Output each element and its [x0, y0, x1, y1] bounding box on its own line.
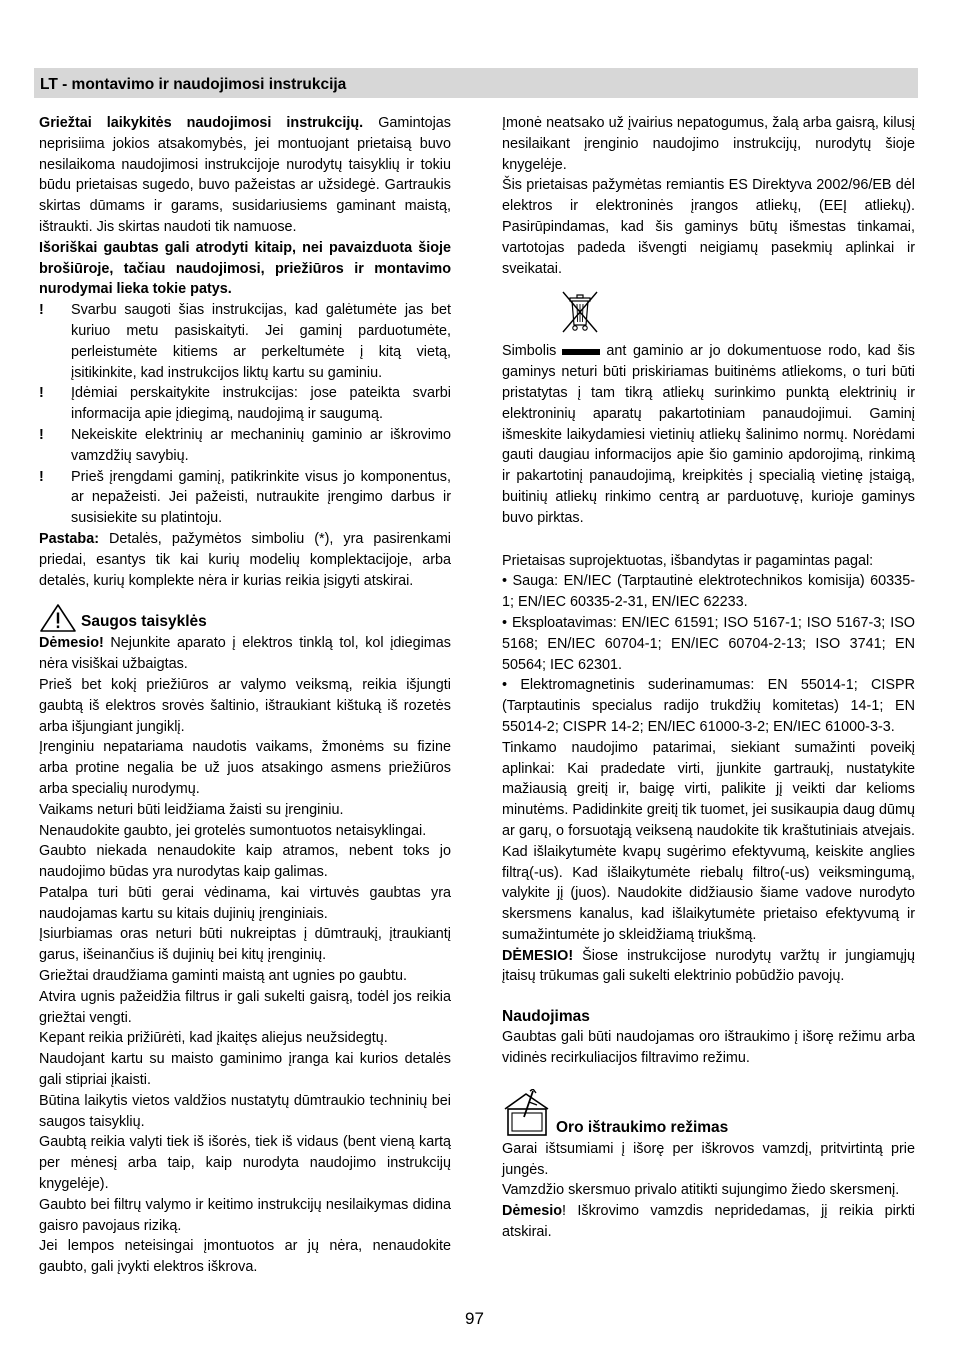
- crossed-bin-icon: [560, 289, 600, 335]
- safety-paragraph: Įrenginiu nepatariama naudotis vaikams, žmonėms su fizine arba protine negalia be už juos atsakingo asmens priežiūros arba specialių nurodymų.: [39, 739, 451, 797]
- list-item: [39, 425, 451, 467]
- safety-paragraph: Jei lempos neteisingai įmontuotos ar jų nėra, nenaudokite gaubto, gali įvykti elektros iškrova.: [39, 1238, 451, 1276]
- safety-paragraph: Prieš bet kokį priežiūros ar valymo veiksmą, reikia išjungti gaubtą iš elektros srovės šaltinio, ištraukiant kištuką iš rozetės arba išjungiant jungiklį.: [39, 676, 451, 735]
- electrical-warning-text: Šiose instrukcijose nurodytų varžtų ir jungiamųjų įtaisų trūkumas gali sukelti elektrinio pobūdžio pavojų.: [502, 947, 915, 985]
- exclamation-mark: !: [39, 426, 44, 443]
- safety-paragraph: Būtina laikytis vietos valdžios nustatytų dūmtraukio techninių bei saugos taisyklių.: [39, 1092, 451, 1130]
- safety-paragraph: Gaubto niekada nenaudokite kaip atramos, nebent toks jo naudojimo būdas yra nurodytas kaip galimas.: [39, 843, 451, 881]
- exclamation-mark: !: [39, 302, 44, 319]
- symbol-text: ant gaminio ar jo dokumentuose rodo, kad šis gaminys neturi būti priskiriamas buitinėms atliekoms, o turi būti pristatytas į tam tikrą atliekų surinkimo punktą elektrinių ir elektroninių aparatų pakartotiniam panaudojimui. Gaminį išmeskite laikydamiesi vietinių atliekų šalinimo normų. Norėdami gauti daugiau informacijos apie šio gaminio apdorojimą, rinkimą ir pakartotinį panaudojimą, kreipkitės į specialią vietinę įstaigą, buitinių atliekų rinkimo centrą ar parduotuvę, kurioje gaminys buvo pirktas.: [502, 343, 915, 526]
- section-header-title: LT - montavimo ir naudojimosi instrukcija: [40, 76, 347, 93]
- exclamation-mark: !: [39, 385, 44, 402]
- electrical-warning: [502, 946, 915, 988]
- safety-paragraph: Griežtai draudžiama gaminti maistą ant ugnies po gaubtu.: [39, 968, 407, 985]
- house-extraction-icon: [502, 1089, 554, 1139]
- intro-text: Gamintojas neprisiima jokios atsakomybės, jei montuojant prietaisą buvo nesilaikoma naudojimosi instrukcijoje nurodytų taisyklių ir tokiu būdu prietaisas sugedo, buvo pažeistas ar užsidegė. Gartraukis skirtas dūmams ir garams, susidariusiems gaminant maistą, ištraukti. Jis skirtas naudoti tik namuose.: [39, 115, 451, 235]
- list-item: [39, 467, 451, 529]
- page-number: 97: [465, 1309, 484, 1328]
- list-item-text: Įdėmiai perskaitykite instrukcijas: jose pateikta svarbi informacija apie įdiegimą, naudojimą ir saugumą.: [71, 385, 451, 423]
- standard-item: • Eksploatavimas: EN/IEC 61591; ISO 5167-1; ISO 5167-3; ISO 5168; EN/IEC 60704-1; EN/IEC 60704-2-13; ISO 3741; EN 50564; IEC 62301.: [502, 614, 915, 673]
- exclamation-mark: !: [39, 468, 44, 485]
- note-text: Detalės, pažymėtos simboliu (*), yra pasirenkami priedai, esantys tik kai kurių modelių komplektacijoje, arba detalės, kurių komplekte nėra ir kurias reikia įsigyti atskirai.: [39, 530, 451, 589]
- list-item-text: Nekeiskite elektrinių ar mechaninių gaminio ar iškrovimo vamzdžių savybių.: [71, 426, 451, 464]
- extraction-heading: [502, 1089, 915, 1139]
- extraction-warning: [502, 1201, 915, 1243]
- appearance-notice: [39, 238, 451, 300]
- weee-directive-paragraph: Šis prietaisas pažymėtas remiantis ES Direktyva 2002/96/EB dėl elektros ir elektroninės įrangos atliekų, (EEĮ atliekų). Pasirūpindamas, kad šis gaminys būtų išmestas tinkamai, vartotojas padeda išvengti neigiamų pasekmių aplinkai ir sveikatai.: [502, 177, 915, 277]
- standards-intro: Prietaisas suprojektuotas, išbandytas ir pagamintas pagal:: [502, 552, 874, 569]
- safety-warning-text: Nejunkite aparato į elektros tinklą tol, kol įdiegimas nėra visiškai užbaigtas.: [39, 635, 451, 673]
- usage-tips-paragraph: Tinkamo naudojimo patarimai, siekiant sumažinti poveikį aplinkai: Kai pradedate virti, įjunkite gartraukį, nustatykite mažiausią greitį ir, baigę virti, palikite jį veikti dar kelioms minutėms. Padidinkite greitį tik tuomet, jei susikaupia daug dūmų ar garų, o forsuotąją veikseną naudokite tik kraštutiniais atvejais. Kad išlaikytumėte kvapų sugėrimo efektyvumą, keiskite anglies filtrą(-us). Kad išlaikytumėte riebalų filtro(-us) veiksmingumą, valykite jį (juos). Naudokite didžiausio šiame vadove nurodyto skersmens kanalus, kad išlaikytumėte prietaiso efektyvumą ir sumažintumėte jo skleidžiamą triukšmą.: [502, 739, 915, 943]
- note-label: Pastaba:: [39, 530, 99, 547]
- safety-paragraph: Gaubto bei filtrų valymo ir keitimo instrukcijų nesilaikymas didina gaisro pavojaus riziką.: [39, 1196, 451, 1234]
- list-item: [39, 300, 451, 383]
- standard-item: • Elektromagnetinis suderinamumas: EN 55014-1; CISPR (Tarptautinis specialus radijo trukdžių komitetas) 14-1; EN 55014-2; CISPR 14-2; EN/IEC 61000-3-2; EN/IEC 61000-3-3.: [502, 677, 915, 735]
- liability-paragraph: Įmonė neatsako už įvairius nepatogumus, žalą arba gaisrą, kilusį nesilaikant įrenginio naudojimo instrukcijų, nurodytų šioje knygelėje.: [502, 115, 915, 173]
- extraction-title: Oro ištraukimo režimas: [556, 1118, 729, 1136]
- warning-triangle-icon: [39, 603, 77, 633]
- usage-heading: [502, 1007, 915, 1027]
- safety-paragraph: Gaubtą reikia valyti tiek iš išorės, tiek iš vidaus (bent vieną kartą per mėnesį arba taip, kaip nurodyta naudojimo instrukcijų knygelėje).: [39, 1134, 451, 1193]
- black-bar-symbol: [562, 349, 600, 355]
- safety-heading: [39, 603, 451, 633]
- safety-paragraph: Atvira ugnis pažeidžia filtrus ir gali sukelti gaisrą, todėl jos reikia griežtai vengti.: [39, 988, 451, 1026]
- right-column: [502, 113, 915, 1243]
- safety-paragraph: Naudojant kartu su maisto gaminimo įranga kai kurios detalės gali stipriai įkaisti.: [39, 1051, 451, 1089]
- electrical-warning-label: DĖMESIO!: [502, 947, 574, 964]
- standard-item: • Sauga: EN/IEC (Tarptautinė elektrotechnikos komisija) 60335-1; EN/IEC 60335-2-31, EN/IEC 62233.: [502, 573, 915, 611]
- safety-warning: [39, 633, 451, 675]
- weee-bin-symbol: [560, 289, 600, 335]
- list-item: [39, 383, 451, 425]
- safety-paragraph: Patalpa turi būti gerai vėdinama, kai virtuvės gaubtas yra naudojamas kartu su kitais dujinių įrenginiais.: [39, 884, 451, 922]
- intro-paragraph: [39, 113, 451, 238]
- safety-paragraph: Įsiurbiamas oras neturi būti nukreiptas į dūmtraukį, įtraukiantį garus, išeinančius iš dujinių bei kitų įrenginių.: [39, 926, 451, 964]
- symbol-prefix: Simbolis: [502, 343, 557, 360]
- symbol-paragraph: [502, 341, 915, 528]
- appearance-notice-text: Išoriškai gaubtas gali atrodyti kitaip, nei pavaizduota šioje brošiūroje, tačiau naudojimosi, priežiūros ir montavimo nurodymai lieka tokie patys.: [39, 239, 451, 298]
- usage-paragraph: Gaubtas gali būti naudojamas oro ištraukimo į išorę režimu arba vidinės recirkuliacijos filtravimo režimu.: [502, 1029, 915, 1067]
- extraction-warning-text: ! Iškrovimo vamzdis nepridedamas, jį reikia pirkti atskirai.: [502, 1203, 915, 1241]
- list-item-text: Svarbu saugoti šias instrukcijas, kad galėtumėte jas bet kuriuo metu pasiskaityti. Jei gaminį parduotumėte, perleistumėte kitiems ar perkeltumėte į kitą vietą, įsitikinkite, kad instrukcijos liktų kartu su gaminiu.: [71, 302, 451, 381]
- safety-warning-label: Dėmesio!: [39, 635, 104, 652]
- safety-title: Saugos taisyklės: [81, 613, 207, 631]
- safety-paragraph: Vaikams neturi būti leidžiama žaisti su įrenginiu.: [39, 801, 344, 818]
- usage-title: Naudojimas: [502, 1008, 590, 1026]
- left-column: [39, 113, 451, 1278]
- section-header-bar: [34, 68, 918, 98]
- extraction-paragraph: Vamzdžio skersmuo privalo atitikti sujungimo žiedo skersmenį.: [502, 1182, 900, 1199]
- intro-bold: Griežtai laikykitės naudojimosi instrukcijų.: [39, 115, 364, 131]
- safety-paragraph: Kepant reikia prižiūrėti, kad įkaitęs aliejus neužsidegtų.: [39, 1030, 388, 1047]
- list-item-text: Prieš įrengdami gaminį, patikrinkite visus jo komponentus, ar nepažeisti. Jei pažeisti, nutraukite įrengimo darbus ir susisiekite su platintoju.: [71, 468, 451, 527]
- extraction-warning-label: Dėmesio: [502, 1203, 562, 1220]
- safety-paragraph: Nenaudokite gaubto, jei grotelės sumontuotos netaisyklingai.: [39, 822, 427, 839]
- extraction-paragraph: Garai ištsumiami į išorę per iškrovos vamzdį, pritvirtintą prie jungės.: [502, 1140, 915, 1178]
- note-paragraph: [39, 529, 451, 591]
